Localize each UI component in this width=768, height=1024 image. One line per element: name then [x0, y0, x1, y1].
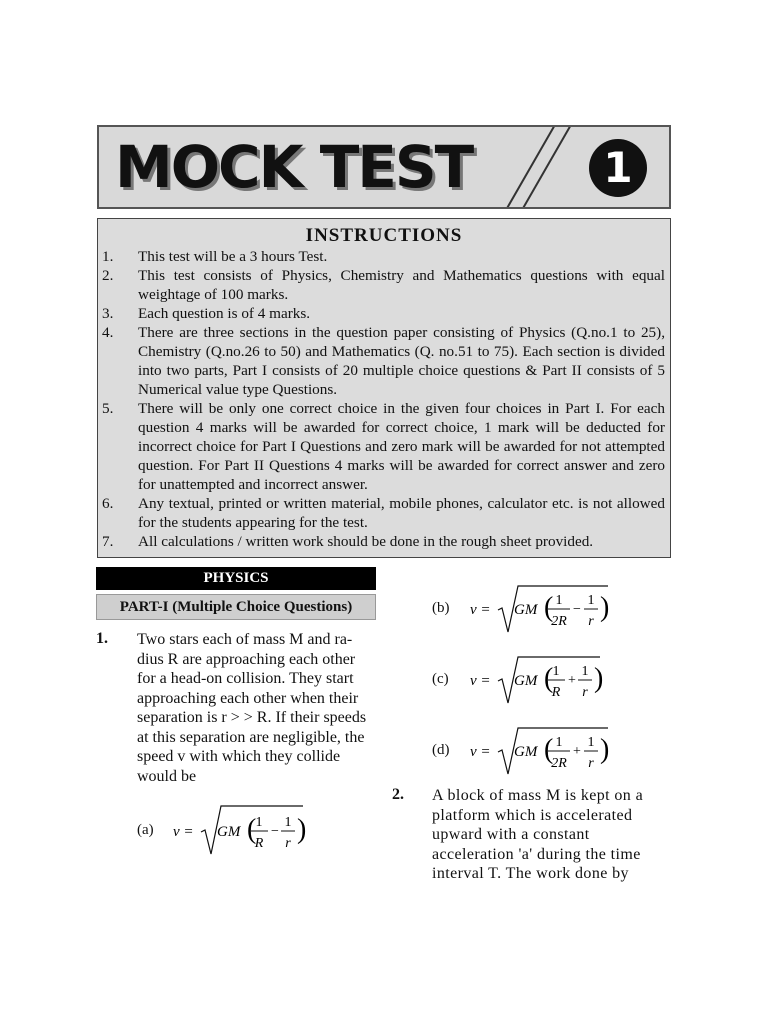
- formula-lhs: v =: [470, 673, 491, 689]
- formula-num2: 1: [587, 735, 595, 750]
- formula-sqrt-icon: [468, 655, 628, 711]
- question-number: 2.: [392, 786, 404, 803]
- formula-paren: ): [297, 814, 307, 845]
- formula-sqrt-icon: [171, 802, 321, 858]
- formula-paren: (: [544, 663, 554, 694]
- question-line: dius R are approaching each other: [137, 650, 356, 668]
- formula-op: +: [573, 744, 581, 759]
- formula-num1: 1: [555, 593, 563, 608]
- question-text: [432, 786, 672, 884]
- instruction-text: This test consists of Physics, Chemistry and Mathematics questions with equal weightage of 100 marks.: [138, 267, 665, 303]
- formula-gm: GM: [514, 744, 538, 760]
- formula-paren: ): [600, 734, 610, 765]
- question-line: speed v with which they collide: [137, 748, 341, 765]
- instruction-number: 7.: [102, 533, 114, 550]
- question-line: upward with a constant: [432, 826, 590, 843]
- instruction-number: 2.: [102, 267, 114, 284]
- question-line: approaching each other when their: [137, 689, 359, 707]
- option-label: (c): [432, 671, 449, 687]
- question-number: 1.: [96, 630, 108, 647]
- instruction-number: 5.: [102, 400, 114, 417]
- formula-gm: GM: [217, 824, 241, 840]
- question-line: separation is r > > R. If their speeds: [137, 709, 367, 726]
- formula-lhs: v =: [470, 602, 491, 618]
- instruction-text: There are three sections in the question paper consisting of Physics (Q.no.1 to 25), Chemistry (Q.no.26 to 50) and Mathematics (Q. no.51 to 75). Each section is divided into two parts, Part I consists of 20 multiple choice questions & Part II consists of 5 Numerical value type Questions.: [138, 324, 665, 398]
- option-b[interactable]: [432, 584, 632, 644]
- instruction-text: Any textual, printed or written material, mobile phones, calculator etc. is not allowed for the students appearing for the test.: [138, 495, 665, 531]
- formula-num2: 1: [581, 664, 589, 679]
- option-label: (a): [137, 822, 154, 838]
- formula-den1: R: [254, 836, 264, 851]
- formula-num2: 1: [284, 815, 292, 830]
- formula-lhs: v =: [470, 744, 491, 760]
- option-d[interactable]: [432, 726, 632, 786]
- question-line: at this separation are negligible, the: [137, 728, 365, 746]
- instruction-text: There will be only one correct choice in the given four choices in Part I. For each question 4 marks will be awarded for correct choice, 1 mark will be deducted for incorrect choice for Part I Questions and zero mark will be awarded for not attempted question. For Part II Questions 4 marks will be awarded for correct answer and zero for unattempted and incorrect answer.: [138, 400, 665, 493]
- formula-num2: 1: [587, 593, 595, 608]
- question-line: interval T. The work done by: [432, 865, 629, 882]
- formula-num1: 1: [552, 664, 560, 679]
- instruction-number: 6.: [102, 495, 114, 512]
- instruction-item: [98, 532, 670, 551]
- question-line: platform which is accelerated: [432, 806, 633, 824]
- instruction-text: Each question is of 4 marks.: [138, 305, 311, 322]
- formula-den1: 2R: [551, 756, 567, 771]
- instruction-item: [98, 247, 670, 266]
- formula-op: −: [271, 824, 279, 839]
- formula-den1: R: [551, 685, 561, 700]
- instruction-text: This test will be a 3 hours Test.: [138, 248, 328, 265]
- test-number-badge: 1: [589, 139, 647, 197]
- formula-gm: GM: [514, 602, 538, 618]
- instructions-box: [97, 218, 671, 558]
- formula-gm: GM: [514, 673, 538, 689]
- formula-sqrt-icon: [468, 726, 628, 782]
- formula-paren: (: [247, 814, 257, 845]
- instruction-text: All calculations / written work should be done in the rough sheet provided.: [138, 533, 594, 550]
- question-line: for a head-on collision. They start: [137, 670, 354, 687]
- formula-den2: r: [285, 836, 291, 851]
- banner-slash-icon: [494, 125, 584, 209]
- formula-paren: ): [594, 663, 604, 694]
- mock-test-banner: [97, 125, 671, 209]
- formula-den2: r: [582, 685, 588, 700]
- question-line: would be: [137, 767, 197, 785]
- instruction-item: [98, 399, 670, 494]
- formula-num1: 1: [555, 735, 563, 750]
- instruction-number: 4.: [102, 324, 114, 341]
- question-line: acceleration 'a' during the time: [432, 845, 641, 863]
- formula-paren: ): [600, 592, 610, 623]
- formula-lhs: v =: [173, 824, 194, 840]
- formula-op: +: [568, 673, 576, 688]
- formula-den1: 2R: [551, 614, 567, 629]
- option-label: (b): [432, 600, 450, 616]
- instruction-item: [98, 304, 670, 323]
- part-header: PART-I (Multiple Choice Questions): [96, 594, 376, 620]
- formula-paren: (: [544, 592, 554, 623]
- instruction-item: [98, 266, 670, 304]
- option-c[interactable]: [432, 655, 632, 715]
- formula-sqrt-icon: [468, 584, 628, 640]
- formula-num1: 1: [255, 815, 263, 830]
- subject-header: PHYSICS: [96, 567, 376, 590]
- banner-title: MOCK TEST: [115, 133, 473, 201]
- formula-paren: (: [544, 734, 554, 765]
- option-a[interactable]: [137, 802, 327, 862]
- question-line: A block of mass M is kept on a: [432, 787, 644, 804]
- question-text: [137, 630, 377, 786]
- instruction-number: 3.: [102, 305, 114, 322]
- instructions-list: [98, 247, 670, 551]
- instructions-title: INSTRUCTIONS: [305, 225, 463, 246]
- question-line: Two stars each of mass M and ra-: [137, 631, 353, 648]
- instruction-number: 1.: [102, 248, 114, 265]
- option-label: (d): [432, 742, 450, 758]
- formula-op: −: [573, 602, 581, 617]
- instruction-item: [98, 494, 670, 532]
- formula-den2: r: [588, 614, 594, 629]
- formula-den2: r: [588, 756, 594, 771]
- instruction-item: [98, 323, 670, 399]
